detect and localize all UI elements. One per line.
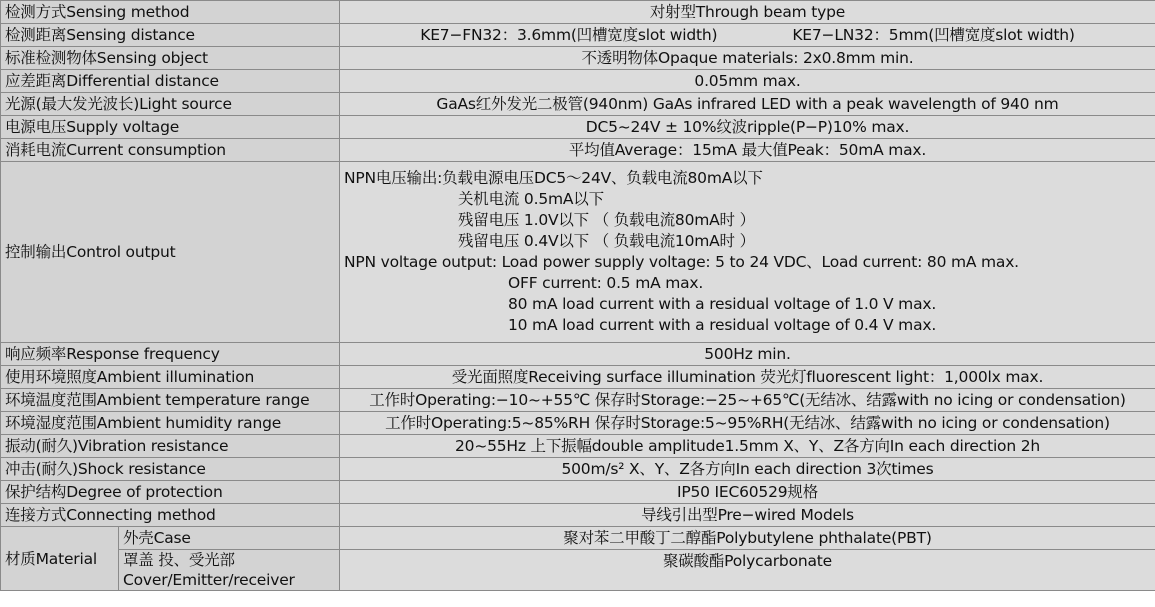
- table-row: [1, 70, 1155, 93]
- material-cover-value: 聚碳酸酯Polycarbonate: [340, 550, 1155, 591]
- row-value-ambient-illumination: 受光面照度Receiving surface illumination 荧光灯fluorescent light：1,000lx max.: [340, 366, 1155, 389]
- control-output-line: 关机电流 0.5mA以下: [458, 190, 604, 208]
- row-value-ambient-humidity: 工作时Operating:5~85%RH 保存时Storage:5~95%RH(无结冰、结露with no icing or condensation): [340, 412, 1155, 435]
- table-row: [1, 366, 1155, 389]
- table-row: [1, 139, 1155, 162]
- row-value-response-frequency: 500Hz min.: [340, 343, 1155, 366]
- row-value-ambient-temperature: 工作时Operating:−10~+55℃ 保存时Storage:−25~+65℃(无结冰、结露with no icing or condensation): [340, 389, 1155, 412]
- sensing-distance-ln32: KE7−LN32：5mm(凹槽宽度slot width): [792, 26, 1075, 44]
- row-value-sensing-object: 不透明物体Opaque materials: 2x0.8mm min.: [340, 47, 1155, 70]
- row-label-connecting-method: 连接方式Connecting method: [1, 504, 340, 527]
- table-row: [1, 343, 1155, 366]
- control-output-line: 10 mA load current with a residual voltage of 0.4 V max.: [508, 316, 937, 334]
- row-label-ambient-temperature: 环境温度范围Ambient temperature range: [1, 389, 340, 412]
- row-label-degree-of-protection: 保护结构Degree of protection: [1, 481, 340, 504]
- row-value-shock-resistance: 500m/s² X、Y、Z各方向In each direction 3次times: [340, 458, 1155, 481]
- table-row: [1, 435, 1155, 458]
- material-cover-label-en: Cover/Emitter/receiver: [123, 571, 295, 589]
- row-value-vibration-resistance: 20~55Hz 上下振幅double amplitude1.5mm X、Y、Z各方向In each direction 2h: [340, 435, 1155, 458]
- table-row: [1, 527, 1155, 550]
- table-row: [1, 24, 1155, 47]
- row-label-shock-resistance: 冲击(耐久)Shock resistance: [1, 458, 340, 481]
- table-row: [1, 481, 1155, 504]
- row-value-connecting-method: 导线引出型Pre−wired Models: [340, 504, 1155, 527]
- row-value-sensing-method: 对射型Through beam type: [340, 1, 1155, 24]
- row-label-control-output: 控制输出Control output: [1, 162, 340, 343]
- row-label-material: 材质Material: [1, 527, 119, 591]
- table-row: [1, 412, 1155, 435]
- material-cover-label-cn: 罩盖 投、受光部: [123, 551, 235, 569]
- row-value-control-output: [340, 162, 1155, 343]
- control-output-line: 残留电压 1.0V以下 （ 负载电流80mA时 ）: [458, 211, 755, 229]
- row-label-sensing-distance: 检测距离Sensing distance: [1, 24, 340, 47]
- control-output-line: 残留电压 0.4V以下 （ 负载电流10mA时 ）: [458, 232, 755, 250]
- row-value-current-consumption: 平均值Average：15mA 最大值Peak：50mA max.: [340, 139, 1155, 162]
- row-label-supply-voltage: 电源电压Supply voltage: [1, 116, 340, 139]
- table-row: [1, 389, 1155, 412]
- control-output-line: 80 mA load current with a residual voltage of 1.0 V max.: [508, 295, 937, 313]
- table-row: [1, 162, 1155, 343]
- control-output-line: NPN voltage output: Load power supply voltage: 5 to 24 VDC、Load current: 80 mA max.: [344, 253, 1019, 271]
- control-output-line: NPN电压输出:负载电源电压DC5～24V、负载电流80mA以下: [344, 169, 763, 187]
- material-case-value: 聚对苯二甲酸丁二醇酯Polybutylene phthalate(PBT): [340, 527, 1155, 550]
- row-value-degree-of-protection: IP50 IEC60529规格: [340, 481, 1155, 504]
- material-cover-label: [119, 550, 340, 591]
- row-value-differential-distance: 0.05mm max.: [340, 70, 1155, 93]
- row-label-light-source: 光源(最大发光波长)Light source: [1, 93, 340, 116]
- control-output-line: OFF current: 0.5 mA max.: [508, 274, 704, 292]
- row-value-light-source: GaAs红外发光二极管(940nm) GaAs infrared LED with a peak wavelength of 940 nm: [340, 93, 1155, 116]
- material-case-label: 外壳Case: [119, 527, 340, 550]
- row-label-ambient-humidity: 环境湿度范围Ambient humidity range: [1, 412, 340, 435]
- row-label-sensing-object: 标准检测物体Sensing object: [1, 47, 340, 70]
- table-row: [1, 458, 1155, 481]
- row-label-response-frequency: 响应频率Response frequency: [1, 343, 340, 366]
- table-row: [1, 550, 1155, 591]
- row-label-vibration-resistance: 振动(耐久)Vibration resistance: [1, 435, 340, 458]
- row-label-sensing-method: 检测方式Sensing method: [1, 1, 340, 24]
- table-row: [1, 1, 1155, 24]
- row-label-ambient-illumination: 使用环境照度Ambient illumination: [1, 366, 340, 389]
- row-label-differential-distance: 应差距离Differential distance: [1, 70, 340, 93]
- table-row: [1, 93, 1155, 116]
- row-label-current-consumption: 消耗电流Current consumption: [1, 139, 340, 162]
- table-row: [1, 504, 1155, 527]
- table-row: [1, 116, 1155, 139]
- row-value-supply-voltage: DC5~24V ± 10%纹波ripple(P−P)10% max.: [340, 116, 1155, 139]
- sensing-distance-fn32: KE7−FN32：3.6mm(凹槽宽度slot width): [420, 26, 718, 44]
- table-row: [1, 47, 1155, 70]
- row-value-sensing-distance: [340, 24, 1155, 47]
